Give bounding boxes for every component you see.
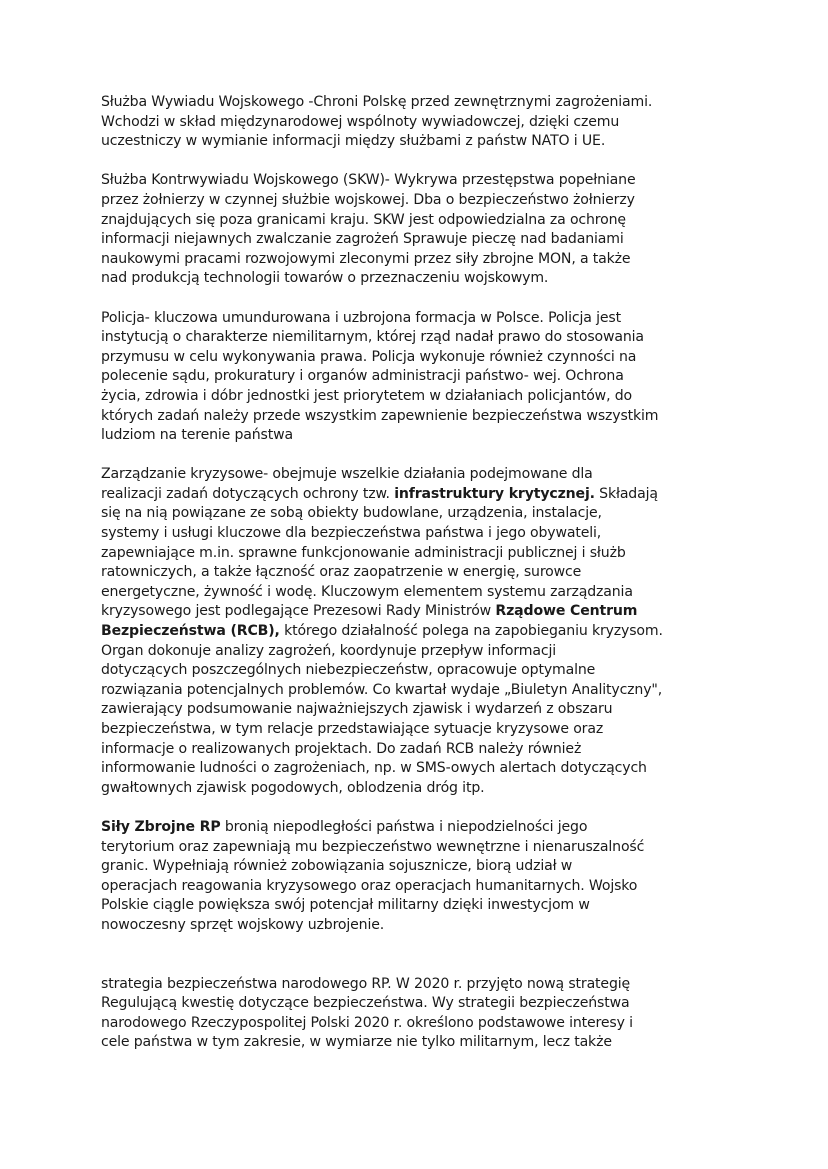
text-segment: instytucją o charakterze niemilitarnym, której rząd nadał prawo do stosowania	[101, 329, 644, 346]
text-line	[101, 171, 741, 191]
text-segment: przez żołnierzy w czynnej służbie wojskowej. Dba o bezpieczeństwo żołnierzy	[101, 191, 635, 208]
text-segment: Składają	[594, 485, 658, 502]
bold-text: Rządowe Centrum	[495, 603, 638, 620]
text-line	[101, 1033, 741, 1053]
text-line	[101, 583, 741, 603]
text-segment: kryzysowego jest podlegające Prezesowi Rady Ministrów	[101, 603, 496, 620]
text-segment: terytorium oraz zapewniają mu bezpieczeństwo wewnętrzne i nienaruszalność	[101, 838, 645, 855]
text-line	[101, 681, 741, 701]
paragraph-spacer	[101, 798, 741, 818]
text-segment: zawierający podsumowanie najważniejszych zjawisk i wydarzeń z obszaru	[101, 701, 613, 718]
paragraph-sily-zbrojne	[101, 818, 741, 936]
text-segment: strategia bezpieczeństwa narodowego RP. W 2020 r. przyjęto nową strategię	[101, 975, 631, 992]
text-segment: Zarządzanie kryzysowe- obejmuje wszelkie działania podejmowane dla	[101, 466, 593, 483]
text-line	[101, 426, 741, 446]
text-segment: Służba Wywiadu Wojskowego -Chroni Polskę przed zewnętrznymi zagrożeniami.	[101, 94, 653, 110]
text-segment: gwałtownych zjawisk pogodowych, oblodzenia dróg itp.	[101, 779, 485, 796]
text-segment: operacjach reagowania kryzysowego oraz operacjach humanitarnych. Wojsko	[101, 877, 638, 894]
text-segment: narodowego Rzeczypospolitej Polski 2020 r. określono podstawowe interesy i	[101, 1014, 633, 1031]
text-segment: którego działalność polega na zapobieganiu kryzysom.	[279, 623, 663, 640]
text-line	[101, 916, 741, 936]
text-line	[101, 544, 741, 564]
text-segment: systemy i usługi kluczowe dla bezpieczeństwa państwa i jego obywateli,	[101, 525, 602, 542]
text-line	[101, 387, 741, 407]
text-line	[101, 328, 741, 348]
text-segment: Regulującą kwestię dotyczące bezpieczeństwa. Wy strategii bezpieczeństwa	[101, 995, 630, 1012]
text-segment: Policja- kluczowa umundurowana i uzbrojona formacja w Polsce. Policja jest	[101, 309, 621, 326]
text-line	[101, 740, 741, 760]
text-segment: się na nią powiązane ze sobą obiekty budowlane, urządzenia, instalacje,	[101, 505, 602, 522]
text-line	[101, 877, 741, 897]
text-line	[101, 602, 741, 622]
paragraph-strategia	[101, 975, 741, 1053]
text-line	[101, 779, 741, 799]
text-segment: ludziom na terenie państwa	[101, 427, 293, 444]
text-line	[101, 700, 741, 720]
text-line	[101, 367, 741, 387]
paragraph-zarzadzanie-kryzysowe	[101, 465, 741, 798]
text-line	[101, 191, 741, 211]
text-line	[101, 975, 741, 995]
bold-text: Bezpieczeństwa (RCB),	[101, 623, 280, 640]
text-line	[101, 896, 741, 916]
paragraph-skw	[101, 171, 741, 289]
text-line	[101, 622, 741, 642]
text-segment: przymusu w celu wykonywania prawa. Policja wykonuje również czynności na	[101, 348, 637, 365]
text-line	[101, 1014, 741, 1034]
text-line	[101, 642, 741, 662]
text-segment: naukowymi pracami rozwojowymi zleconymi przez siły zbrojne MON, a także	[101, 250, 631, 267]
paragraph-spacer	[101, 289, 741, 309]
text-segment: Służba Kontrwywiadu Wojskowego (SKW)- Wykrywa przestępstwa popełniane	[101, 172, 636, 189]
text-line	[101, 211, 741, 231]
text-line	[101, 818, 741, 838]
text-segment: Organ dokonuje analizy zagrożeń, koordynuje przepływ informacji	[101, 642, 556, 659]
text-segment: informacje o realizowanych projektach. Do zadań RCB należy również	[101, 740, 582, 757]
text-line	[101, 504, 741, 524]
text-line	[101, 720, 741, 740]
text-line	[101, 407, 741, 427]
text-line	[101, 524, 741, 544]
document-page	[101, 93, 741, 1053]
paragraph-spacer	[101, 936, 741, 975]
text-line	[101, 132, 741, 152]
bold-text: infrastruktury krytycznej.	[394, 485, 595, 502]
text-line	[101, 250, 741, 270]
text-segment: uczestniczy w wymianie informacji między służbami z państw NATO i UE.	[101, 133, 606, 150]
text-line	[101, 269, 741, 289]
paragraph-policja	[101, 309, 741, 446]
paragraph-sww	[101, 93, 741, 152]
text-segment: realizacji zadań dotyczących ochrony tzw.	[101, 485, 395, 502]
text-line	[101, 661, 741, 681]
text-line	[101, 113, 741, 133]
text-line	[101, 309, 741, 329]
text-segment: cele państwa w tym zakresie, w wymiarze nie tylko militarnym, lecz także	[101, 1034, 612, 1051]
text-line	[101, 838, 741, 858]
text-segment: granic. Wypełniają również zobowiązania sojusznicze, biorą udział w	[101, 858, 573, 875]
bold-text: Siły Zbrojne RP	[101, 818, 221, 835]
paragraph-spacer	[101, 446, 741, 466]
paragraph-spacer	[101, 152, 741, 172]
text-line	[101, 93, 741, 113]
text-segment: Wchodzi w skład międzynarodowej wspólnoty wywiadowczej, dzięki czemu	[101, 113, 620, 130]
text-line	[101, 759, 741, 779]
text-segment: nowoczesny sprzęt wojskowy uzbrojenie.	[101, 916, 385, 933]
text-segment: bronią niepodległości państwa i niepodzielności jego	[220, 818, 588, 835]
text-segment: zapewniające m.in. sprawne funkcjonowanie administracji publicznej i służb	[101, 544, 626, 561]
text-line	[101, 348, 741, 368]
text-segment: bezpieczeństwa, w tym relacje przedstawiające sytuacje kryzysowe oraz	[101, 721, 604, 737]
text-segment: których zadań należy przede wszystkim zapewnienie bezpieczeństwa wszystkim	[101, 407, 659, 424]
text-segment: nad produkcją technologii towarów o przeznaczeniu wojskowym.	[101, 270, 549, 287]
text-segment: informowanie ludności o zagrożeniach, np. w SMS-owych alertach dotyczących	[101, 760, 647, 777]
text-segment: polecenie sądu, prokuratury i organów administracji państwo- wej. Ochrona	[101, 368, 624, 385]
text-segment: dotyczących poszczególnych niebezpieczeństw, opracowuje optymalne	[101, 662, 596, 679]
text-line	[101, 994, 741, 1014]
text-line	[101, 485, 741, 505]
text-line	[101, 465, 741, 485]
text-segment: Polskie ciągle powiększa swój potencjał militarny dzięki inwestycjom w	[101, 897, 590, 914]
text-segment: energetyczne, żywność i wodę. Kluczowym elementem systemu zarządzania	[101, 583, 633, 600]
text-segment: ratowniczych, a także łączność oraz zaopatrzenie w energię, surowce	[101, 564, 582, 581]
text-segment: znajdujących się poza granicami kraju. SKW jest odpowiedzialna za ochronę	[101, 211, 626, 228]
text-line	[101, 230, 741, 250]
text-line	[101, 563, 741, 583]
text-segment: informacji niejawnych zwalczanie zagrożeń Sprawuje pieczę nad badaniami	[101, 231, 624, 248]
text-segment: rozwiązania potencjalnych problemów. Co kwartał wydaje „Biuletyn Analityczny",	[101, 681, 663, 698]
text-line	[101, 857, 741, 877]
text-segment: życia, zdrowia i dóbr jednostki jest priorytetem w działaniach policjantów, do	[101, 387, 632, 404]
